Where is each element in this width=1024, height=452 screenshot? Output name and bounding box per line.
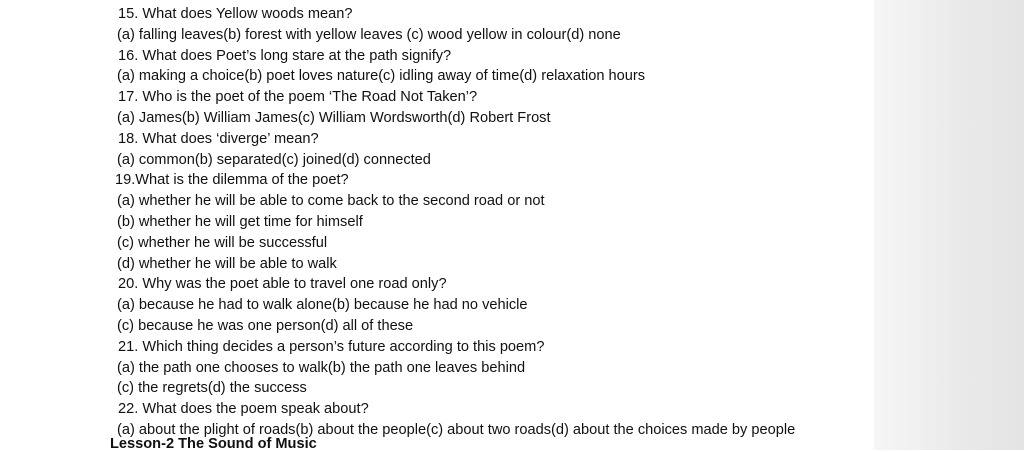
- options-18: (a) common(b) separated(c) joined(d) connected: [117, 151, 431, 168]
- question-22: 22. What does the poem speak about?: [118, 401, 369, 418]
- question-19: 19.What is the dilemma of the poet?: [115, 172, 349, 189]
- option-19-d: (d) whether he will be able to walk: [117, 255, 337, 272]
- option-19-b: (b) whether he will get time for himself: [117, 213, 363, 230]
- next-section-heading-cut: [110, 436, 325, 452]
- question-15: 15. What does Yellow woods mean?: [118, 6, 353, 22]
- question-17: 17. Who is the poet of the poem ‘The Road Not Taken’?: [118, 89, 478, 106]
- options-17: (a) James(b) William James(c) William Wordsworth(d) Robert Frost: [117, 109, 551, 126]
- options-20-ab: (a) because he had to walk alone(b) because he had no vehicle: [117, 297, 528, 314]
- next-section-heading: Lesson-2 The Sound of Music: [110, 436, 317, 452]
- question-18: 18. What does ‘diverge’ mean?: [118, 130, 319, 147]
- options-20-cd: (c) because he was one person(d) all of these: [117, 317, 414, 334]
- question-list: [110, 4, 890, 441]
- options-15: (a) falling leaves(b) forest with yellow leaves (c) wood yellow in colour(d) none: [117, 26, 621, 43]
- option-19-a: (a) whether he will be able to come back to the second road or not: [117, 193, 545, 210]
- options-16: (a) making a choice(b) poet loves nature(c) idling away of time(d) relaxation hours: [117, 68, 646, 85]
- question-21: 21. Which thing decides a person’s future according to this poem?: [118, 338, 545, 355]
- page-edge-shadow: [874, 0, 1024, 450]
- options-21-ab: (a) the path one chooses to walk(b) the path one leaves behind: [117, 359, 526, 376]
- options-22: (a) about the plight of roads(b) about the people(c) about two roads(d) about the choices made by people: [117, 421, 796, 438]
- option-19-c: (c) whether he will be successful: [117, 234, 328, 251]
- question-16: 16. What does Poet’s long stare at the path signify?: [118, 47, 452, 64]
- options-21-cd: (c) the regrets(d) the success: [117, 380, 307, 397]
- question-20: 20. Why was the poet able to travel one road only?: [118, 276, 447, 293]
